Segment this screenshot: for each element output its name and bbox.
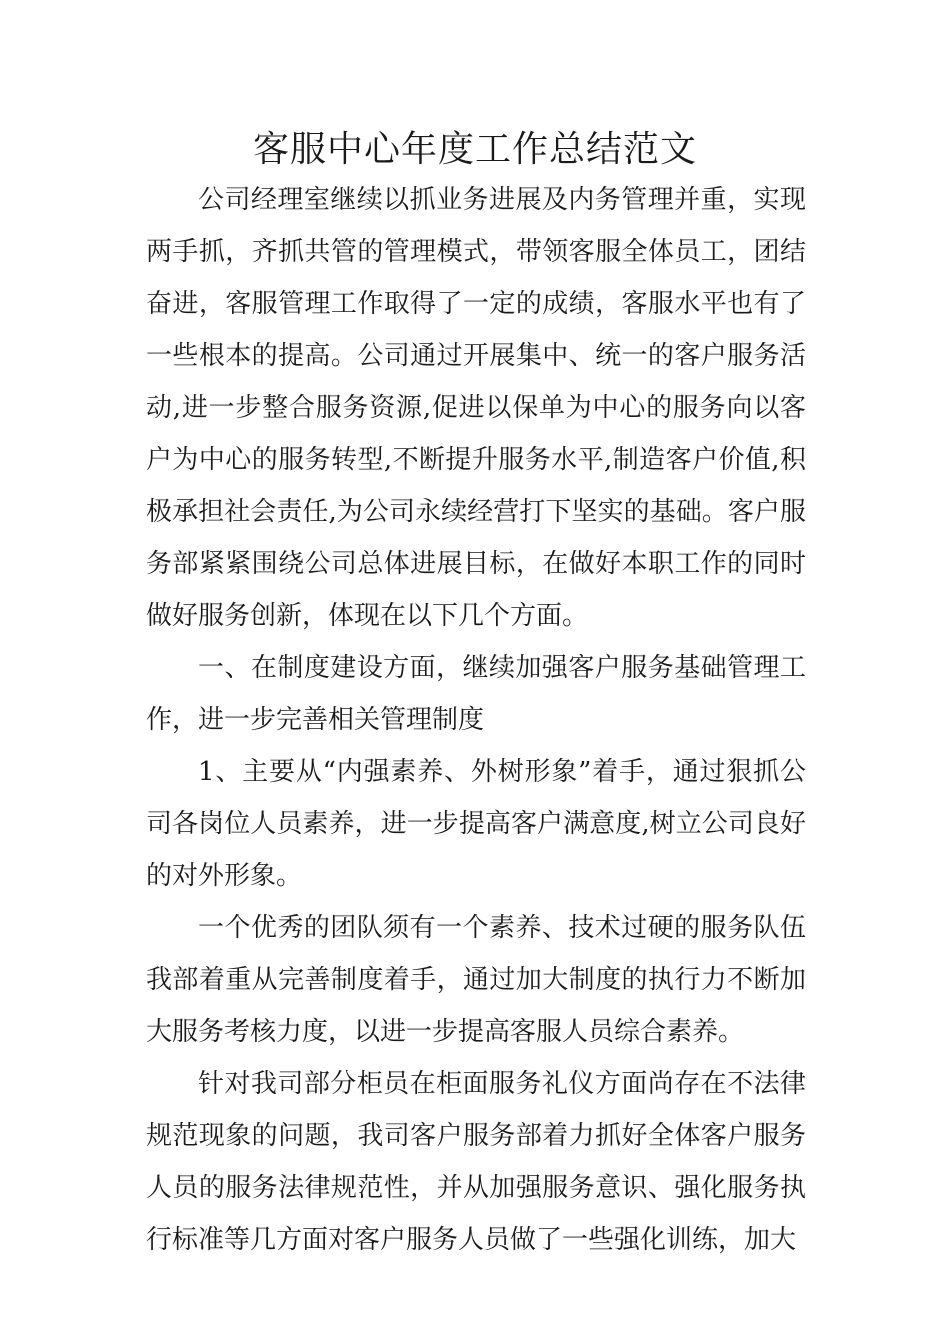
document-body <box>146 174 806 1266</box>
paragraph-team-quality: 一个优秀的团队须有一个素养、技术过硬的服务队伍我部着重从完善制度着手，通过加大制度的执行力不断加大服务考核力度，以进一步提高客服人员综合素养。 <box>146 913 806 1047</box>
paragraph-intro: 公司经理室继续以抓业务进展及内务管理并重，实现两手抓，齐抓共管的管理模式，带领客服全体员工，团结奋进，客服管理工作取得了一定的成绩，客服水平也有了一些根本的提高。公司通过开展集中、统一的客户服务活动,进一步整合服务资源,促进以保单为中心的服务向以客户为中心的服务转型,不断提升服务水平,制造客户价值,积极承担社会责任,为公司永续经营打下坚实的基础。客户服务部紧紧围绕公司总体进展目标，在做好本职工作的同时做好服务创新，体现在以下几个方面。 <box>146 185 806 631</box>
document-title: 客服中心年度工作总结范文 <box>252 129 697 170</box>
paragraph-counter-service: 针对我司部分柜员在柜面服务礼仪方面尚存在不法律规范现象的问题，我司客户服务部着力抓好全体客户服务人员的服务法律规范性，并从加强服务意识、强化服务执行标准等几方面对客户服务人员做了一些强化训练，加大 <box>146 1069 806 1255</box>
paragraph-section-one-heading: 一、在制度建设方面，继续加强客户服务基础管理工作，进一步完善相关管理制度 <box>146 653 806 735</box>
paragraph-item-one: 1、主要从“内强素养、外树形象”着手，通过狠抓公司各岗位人员素养，进一步提高客户满意度,树立公司良好的对外形象。 <box>146 757 806 891</box>
